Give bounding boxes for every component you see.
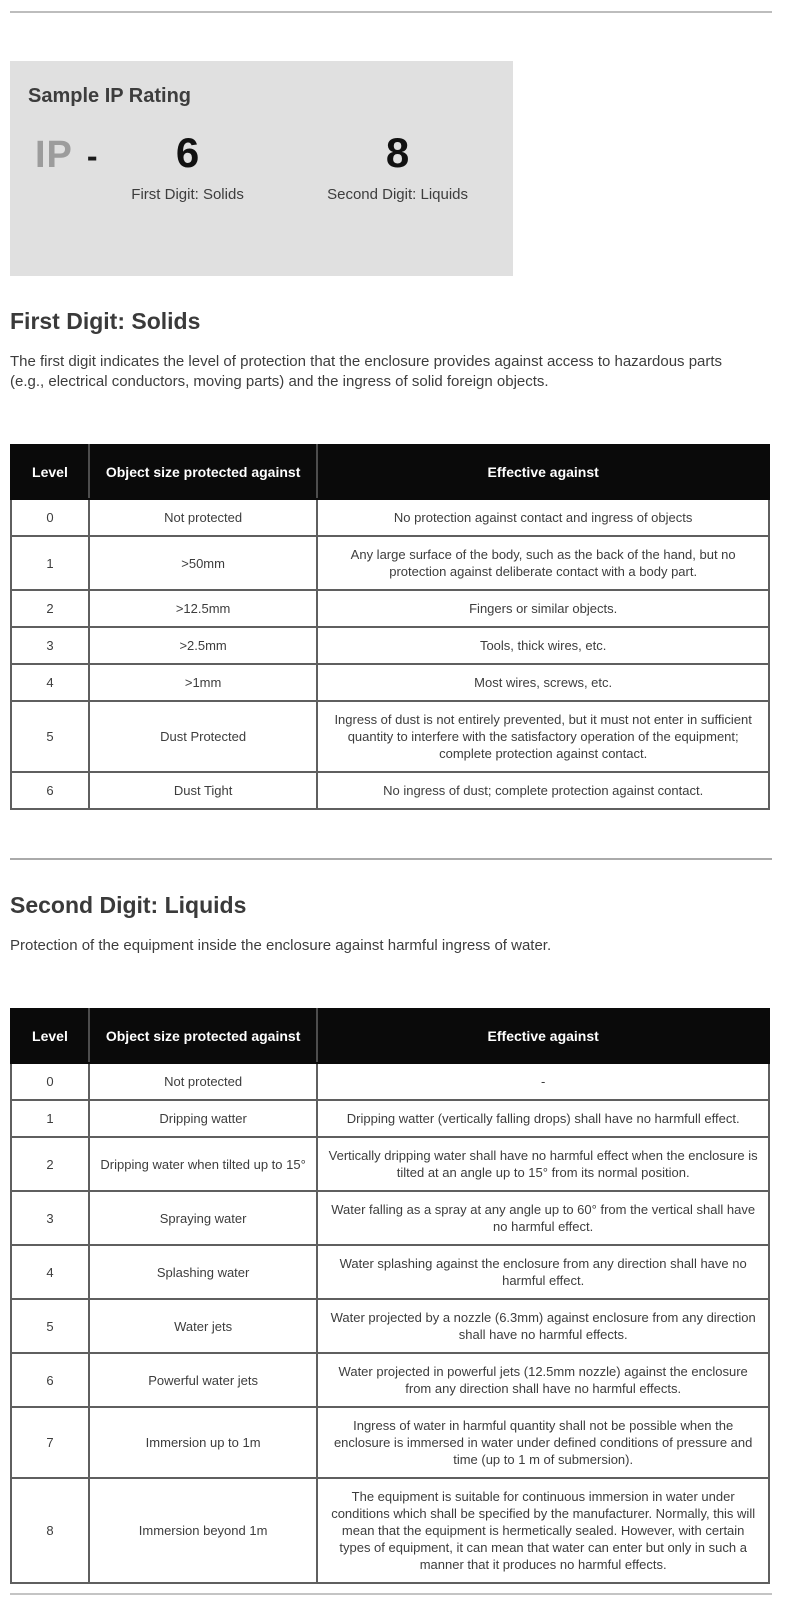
table-row bbox=[11, 536, 769, 590]
table-row bbox=[11, 627, 769, 664]
table-cell: Water splashing against the enclosure from any direction shall have no harmful effect. bbox=[317, 1245, 769, 1299]
table-cell: Spraying water bbox=[89, 1191, 317, 1245]
table-cell: No protection against contact and ingress of objects bbox=[317, 499, 769, 536]
table-row bbox=[11, 1191, 769, 1245]
top-divider bbox=[10, 11, 772, 13]
page bbox=[0, 11, 786, 1612]
solids-heading: First Digit: Solids bbox=[10, 308, 201, 334]
table-cell: Fingers or similar objects. bbox=[317, 590, 769, 627]
solids-table-header bbox=[11, 445, 769, 499]
table-row bbox=[11, 701, 769, 772]
table-cell: The equipment is suitable for continuous immersion in water under conditions which shall be specified by the manufacturer. Normally, this will mean that the equipment is hermetically sealed. However, with certain types of equipment, it can mean that water can enter but only in such a manner that it produces no harmful effects. bbox=[317, 1478, 769, 1583]
table-cell: 4 bbox=[11, 664, 89, 701]
second-digit-value: 8 bbox=[385, 129, 410, 176]
table-cell: Water falling as a spray at any angle up to 60° from the vertical shall have no harmful effect. bbox=[317, 1191, 769, 1245]
table-row bbox=[11, 1245, 769, 1299]
table-cell: Dripping watter (vertically falling drops) shall have no harmfull effect. bbox=[317, 1100, 769, 1137]
table-cell: Dust Protected bbox=[89, 701, 317, 772]
first-digit-value: 6 bbox=[175, 129, 200, 176]
ip-dash: - bbox=[86, 138, 98, 174]
solids-section bbox=[10, 308, 772, 810]
table-cell: Ingress of dust is not entirely prevented, but it must not enter in sufficient quantity to interfere with the satisfactory operation of the equipment; complete protection against contact. bbox=[317, 701, 769, 772]
table-cell: Dripping watter bbox=[89, 1100, 317, 1137]
table-cell: Water projected by a nozzle (6.3mm) against enclosure from any direction shall have no harmful effects. bbox=[317, 1299, 769, 1353]
table-cell: >2.5mm bbox=[89, 627, 317, 664]
table-cell: 8 bbox=[11, 1478, 89, 1583]
header-object-size: Object size protected against bbox=[89, 445, 317, 499]
table-cell: 0 bbox=[11, 1063, 89, 1100]
solids-table bbox=[10, 444, 770, 810]
table-row bbox=[11, 1137, 769, 1191]
table-cell: 4 bbox=[11, 1245, 89, 1299]
table-row bbox=[11, 1353, 769, 1407]
table-cell: 5 bbox=[11, 701, 89, 772]
table-cell: Immersion up to 1m bbox=[89, 1407, 317, 1478]
table-row bbox=[11, 772, 769, 809]
table-cell: Dripping water when tilted up to 15° bbox=[89, 1137, 317, 1191]
section-divider bbox=[10, 858, 772, 860]
table-cell: 2 bbox=[11, 1137, 89, 1191]
table-cell: 6 bbox=[11, 1353, 89, 1407]
header-object-size: Object size protected against bbox=[89, 1009, 317, 1063]
first-digit-label: First Digit: Solids bbox=[131, 186, 244, 204]
table-cell: 0 bbox=[11, 499, 89, 536]
header-level: Level bbox=[11, 445, 89, 499]
table-row bbox=[11, 1100, 769, 1137]
table-cell: 7 bbox=[11, 1407, 89, 1478]
table-cell: No ingress of dust; complete protection against contact. bbox=[317, 772, 769, 809]
liquids-table-header bbox=[11, 1009, 769, 1063]
table-cell: 5 bbox=[11, 1299, 89, 1353]
table-cell: Powerful water jets bbox=[89, 1353, 317, 1407]
table-cell: >12.5mm bbox=[89, 590, 317, 627]
table-cell: Dust Tight bbox=[89, 772, 317, 809]
table-cell: 3 bbox=[11, 627, 89, 664]
table-cell: - bbox=[317, 1063, 769, 1100]
header-effective-against: Effective against bbox=[317, 445, 769, 499]
table-cell: Not protected bbox=[89, 499, 317, 536]
liquids-heading: Second Digit: Liquids bbox=[10, 892, 247, 918]
table-cell: Any large surface of the body, such as the back of the hand, but no protection against deliberate contact with a body part. bbox=[317, 536, 769, 590]
table-cell: Tools, thick wires, etc. bbox=[317, 627, 769, 664]
liquids-section bbox=[10, 892, 772, 1584]
table-cell: Ingress of water in harmful quantity shall not be possible when the enclosure is immersed in water under defined conditions of pressure and time (up to 1 m of submersion). bbox=[317, 1407, 769, 1478]
table-row bbox=[11, 1478, 769, 1583]
table-header-row bbox=[11, 445, 769, 499]
table-cell: 3 bbox=[11, 1191, 89, 1245]
sample-ip-rating-box bbox=[10, 61, 513, 276]
second-digit-column bbox=[288, 130, 508, 203]
table-cell: 6 bbox=[11, 772, 89, 809]
table-cell: Not protected bbox=[89, 1063, 317, 1100]
ip-rating-row bbox=[10, 130, 513, 203]
table-cell: 1 bbox=[11, 536, 89, 590]
table-cell: Immersion beyond 1m bbox=[89, 1478, 317, 1583]
solids-description: The first digit indicates the level of protection that the enclosure provides against access to hazardous parts (e.g., electrical conductors, moving parts) and the ingress of solid foreign objects. bbox=[10, 353, 723, 390]
table-header-row bbox=[11, 1009, 769, 1063]
solids-table-body bbox=[11, 499, 769, 809]
header-level: Level bbox=[11, 1009, 89, 1063]
table-row bbox=[11, 1063, 769, 1100]
liquids-table-body bbox=[11, 1063, 769, 1583]
table-row bbox=[11, 1407, 769, 1478]
table-row bbox=[11, 664, 769, 701]
sample-box-title: Sample IP Rating bbox=[28, 85, 192, 107]
second-digit-label: Second Digit: Liquids bbox=[327, 186, 469, 204]
first-digit-column bbox=[98, 130, 278, 203]
table-cell: Splashing water bbox=[89, 1245, 317, 1299]
table-cell: 2 bbox=[11, 590, 89, 627]
table-cell: Most wires, screws, etc. bbox=[317, 664, 769, 701]
bottom-divider bbox=[10, 1593, 772, 1595]
table-cell: Water jets bbox=[89, 1299, 317, 1353]
liquids-description: Protection of the equipment inside the enclosure against harmful ingress of water. bbox=[10, 937, 552, 954]
table-cell: Vertically dripping water shall have no harmful effect when the enclosure is tilted at an angle up to 15° from its normal position. bbox=[317, 1137, 769, 1191]
table-row bbox=[11, 499, 769, 536]
header-effective-against: Effective against bbox=[317, 1009, 769, 1063]
table-row bbox=[11, 590, 769, 627]
liquids-table bbox=[10, 1008, 770, 1584]
table-row bbox=[11, 1299, 769, 1353]
table-cell: >1mm bbox=[89, 664, 317, 701]
table-cell: >50mm bbox=[89, 536, 317, 590]
ip-prefix: IP bbox=[35, 134, 73, 176]
table-cell: 1 bbox=[11, 1100, 89, 1137]
table-cell: Water projected in powerful jets (12.5mm nozzle) against the enclosure from any direction shall have no harmful effects. bbox=[317, 1353, 769, 1407]
